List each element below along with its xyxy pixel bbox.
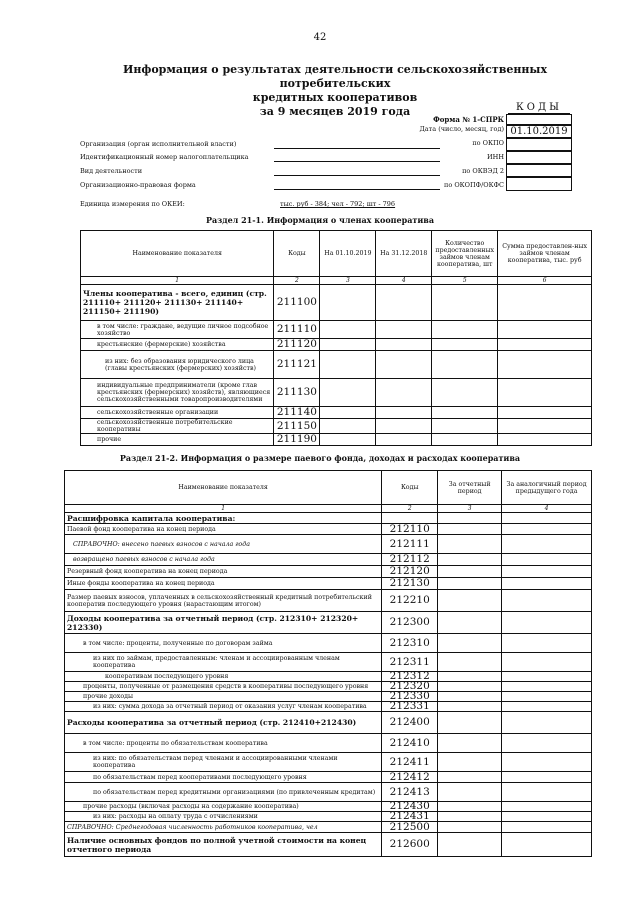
row-code: 211130 [274, 379, 320, 407]
row-code: 212330 [382, 692, 438, 702]
cell[interactable] [432, 379, 498, 407]
table-row [65, 702, 592, 712]
okpo-label: по ОКПО [472, 139, 504, 147]
cell[interactable] [502, 783, 592, 802]
cell[interactable] [438, 634, 502, 653]
row-code: 212410 [382, 734, 438, 753]
row-name: Расходы кооператива за отчетный период (стр. 212410+212430) [65, 712, 382, 734]
cell[interactable] [502, 702, 592, 712]
table-row [81, 407, 592, 419]
cell[interactable] [502, 833, 592, 857]
row-name: по обязательствам перед кооперативами последующего уровня [65, 772, 382, 783]
cell[interactable] [498, 321, 592, 339]
cell[interactable] [438, 712, 502, 734]
table-row [65, 535, 592, 554]
row-name: Члены кооператива - всего, единиц (стр. 211110+ 211120+ 211130+ 211140+ 211150+ 211190) [81, 285, 274, 321]
row-name: Паевой фонд кооператива на конец периода [65, 524, 382, 535]
col-header-date2: На 31.12.2018 [376, 231, 432, 277]
organization-label: Организация (орган исполнительной власти) [80, 140, 237, 148]
table-row [65, 802, 592, 812]
cell[interactable] [502, 772, 592, 783]
cell[interactable] [376, 321, 432, 339]
row-name: крестьянские (фермерские) хозяйства [81, 339, 274, 351]
cell[interactable] [502, 812, 592, 822]
row-name: Наличие основных фондов по полной учетной стоимости на конец отчетного периода [65, 833, 382, 857]
row-name: индивидуальные предприниматели (кроме глав крестьянских (фермерских) хозяйств), являющиеся сельскохозяйственными товаропроизводителями [81, 379, 274, 407]
cell[interactable] [438, 772, 502, 783]
row-name: прочие [81, 434, 274, 446]
cell[interactable] [502, 734, 592, 753]
col-number: 2 [274, 277, 320, 285]
cell[interactable] [320, 321, 376, 339]
cell[interactable] [438, 702, 502, 712]
row-name: возвращено паевых взносов с начала года [65, 554, 382, 566]
table-row [81, 351, 592, 379]
report-title [120, 63, 550, 119]
cell[interactable] [376, 379, 432, 407]
okved-label: по ОКВЭД 2 [462, 167, 504, 175]
row-code: 212430 [382, 802, 438, 812]
row-code: 212413 [382, 783, 438, 802]
capital-table [64, 470, 592, 857]
table-row [65, 772, 592, 783]
cell[interactable] [320, 434, 376, 446]
table-row [65, 634, 592, 653]
cell[interactable] [438, 524, 502, 535]
cell[interactable] [438, 833, 502, 857]
section1-title: Раздел 21-1. Информация о членах кооператива [205, 215, 435, 225]
cell[interactable] [498, 351, 592, 379]
row-code: 212210 [382, 590, 438, 612]
members-table [80, 230, 592, 446]
page-number: 42 [313, 32, 327, 43]
col-header-code: Коды [274, 231, 320, 277]
cell[interactable] [502, 578, 592, 590]
cell[interactable] [502, 524, 592, 535]
cell[interactable] [498, 407, 592, 419]
row-code: 212412 [382, 772, 438, 783]
row-code: 212112 [382, 554, 438, 566]
cell[interactable] [320, 285, 376, 321]
row-name: Иные фонды кооператива на конец периода [65, 578, 382, 590]
cell[interactable] [502, 692, 592, 702]
row-name: СПРАВОЧНО: Среднегодовая численность работников кооператива, чел [65, 822, 382, 833]
cell[interactable] [438, 692, 502, 702]
row-name: из них по займам, предоставленным: членам и ассоциированным членам кооператива [65, 653, 382, 672]
col-number: 5 [432, 277, 498, 285]
col-number: 3 [438, 505, 502, 513]
title-line-1: Информация о результатах деятельности сельскохозяйственных потребительских [122, 63, 548, 90]
cell[interactable] [438, 783, 502, 802]
row-name: кооперативам последующего уровня [65, 672, 382, 682]
row-code: 211100 [274, 285, 320, 321]
row-name: Резервный фонд кооператива на конец периода [65, 566, 382, 578]
cell[interactable] [502, 590, 592, 612]
cell[interactable] [376, 419, 432, 434]
col-number: 1 [81, 277, 274, 285]
row-code: 212600 [382, 833, 438, 857]
cell[interactable] [438, 682, 502, 692]
cell[interactable] [320, 339, 376, 351]
col-header-loans-count: Количество предоставленных займов членам кооператива, шт [432, 231, 498, 277]
cell[interactable] [498, 285, 592, 321]
unit-value: тыс. руб - 384; чел - 792; шт - 796 [280, 200, 396, 208]
cell[interactable] [320, 351, 376, 379]
row-code: 211140 [274, 407, 320, 419]
table-row [65, 590, 592, 612]
table-row [81, 434, 592, 446]
row-code [382, 513, 438, 524]
row-name: в том числе: проценты, полученные по договорам займа [65, 634, 382, 653]
table-row [65, 672, 592, 682]
cell[interactable] [502, 612, 592, 634]
col-number: 2 [382, 505, 438, 513]
row-code: 212310 [382, 634, 438, 653]
col-header-loans-sum: Сумма предоставлен-ных займов членам кооператива, тыс. руб [498, 231, 592, 277]
cell[interactable] [438, 578, 502, 590]
row-name: из них: по обязательствам перед членами и ассоциированными членами кооператива [65, 753, 382, 772]
row-name: из них: без образования юридического лица (главы крестьянских (фермерских) хозяйств) [81, 351, 274, 379]
cell[interactable] [438, 554, 502, 566]
row-code: 212500 [382, 822, 438, 833]
cell[interactable] [432, 419, 498, 434]
table-row [81, 339, 592, 351]
unit-label: Единица измерения по ОКЕИ: [80, 200, 185, 208]
table-row [65, 753, 592, 772]
title-line-3: за 9 месяцев 2019 года [259, 105, 411, 118]
cell[interactable] [438, 672, 502, 682]
cell[interactable] [438, 612, 502, 634]
legal-form-line [274, 189, 440, 190]
tax-id-label: Идентификационный номер налогоплательщика [80, 153, 249, 161]
row-code: 212110 [382, 524, 438, 535]
organization-line [274, 148, 440, 149]
cell[interactable] [438, 590, 502, 612]
table-row [65, 822, 592, 833]
row-code: 211150 [274, 419, 320, 434]
row-name: проценты, полученные от размещения средств в кооперативы последующего уровня [65, 682, 382, 692]
col-header-name: Наименование показателя [65, 471, 382, 505]
okopf-label: по ОКОПФ/ОКФС [444, 181, 504, 189]
okopf-box [506, 176, 572, 191]
cell[interactable] [432, 434, 498, 446]
col-header-code: Коды [382, 471, 438, 505]
cell[interactable] [502, 682, 592, 692]
activity-line [274, 175, 440, 176]
col-number: 4 [376, 277, 432, 285]
row-name: прочие доходы [65, 692, 382, 702]
cell[interactable] [502, 566, 592, 578]
row-name: в том числе: граждане, ведущие личное подсобное хозяйство [81, 321, 274, 339]
cell[interactable] [438, 734, 502, 753]
cell[interactable] [498, 379, 592, 407]
col-header-date1: На 01.10.2019 [320, 231, 376, 277]
row-code: 212120 [382, 566, 438, 578]
table-row [65, 833, 592, 857]
cell[interactable] [502, 513, 592, 524]
row-code: 212111 [382, 535, 438, 554]
row-name: СПРАВОЧНО: внесено паевых взносов с начала года [65, 535, 382, 554]
row-code: 212130 [382, 578, 438, 590]
col-number: 6 [498, 277, 592, 285]
col-header-current: За отчетный период [438, 471, 502, 505]
cell[interactable] [432, 285, 498, 321]
row-code: 212311 [382, 653, 438, 672]
col-number: 4 [502, 505, 592, 513]
table-row [65, 578, 592, 590]
cell[interactable] [438, 753, 502, 772]
table-row [65, 566, 592, 578]
date-value-box: 01.10.2019 [506, 124, 572, 139]
row-code: 212411 [382, 753, 438, 772]
table-row [65, 513, 592, 524]
inn-label: ИНН [486, 153, 504, 161]
cell[interactable] [432, 339, 498, 351]
row-name: Доходы кооператива за отчетный период (стр. 212310+ 212320+ 212330) [65, 612, 382, 634]
table-row [65, 712, 592, 734]
cell[interactable] [320, 379, 376, 407]
cell[interactable] [438, 653, 502, 672]
row-code: 212320 [382, 682, 438, 692]
col-header-previous: За аналогичный период предыдущего года [502, 471, 592, 505]
cell[interactable] [438, 513, 502, 524]
cell[interactable] [432, 407, 498, 419]
row-code: 211121 [274, 351, 320, 379]
table-row [81, 379, 592, 407]
row-code: 211190 [274, 434, 320, 446]
cell[interactable] [502, 653, 592, 672]
cell[interactable] [438, 566, 502, 578]
col-number: 1 [65, 505, 382, 513]
cell[interactable] [502, 753, 592, 772]
row-name: из них: расходы на оплату труда с отчислениями [65, 812, 382, 822]
table-row [81, 321, 592, 339]
table-row [65, 524, 592, 535]
row-code: 211110 [274, 321, 320, 339]
row-name: по обязательствам перед кредитными организациями (по привлеченным кредитам) [65, 783, 382, 802]
codes-header: КОДЫ [508, 102, 570, 114]
row-name: Размер паевых взносов, уплаченных в сельскохозяйственный кредитный потребительский кооператив последующего уровня (нарастающим итогом) [65, 590, 382, 612]
section2-title: Раздел 21-2. Информация о размере паевого фонда, доходах и расходах кооператива [119, 453, 521, 463]
table-row [81, 285, 592, 321]
table-row [65, 783, 592, 802]
table-row [65, 554, 592, 566]
cell[interactable] [320, 419, 376, 434]
cell[interactable] [376, 351, 432, 379]
cell[interactable] [498, 339, 592, 351]
date-label: Дата (число, месяц, год) [419, 125, 504, 133]
legal-form-label: Организационно-правовая форма [80, 181, 196, 189]
cell[interactable] [376, 434, 432, 446]
cell[interactable] [432, 321, 498, 339]
table-row [65, 612, 592, 634]
row-code: 212300 [382, 612, 438, 634]
cell[interactable] [432, 351, 498, 379]
table-row [65, 682, 592, 692]
col-number: 3 [320, 277, 376, 285]
cell[interactable] [502, 802, 592, 812]
form-number-label: Форма № 1-СПРК [433, 115, 504, 124]
cell[interactable] [502, 634, 592, 653]
row-code: 212400 [382, 712, 438, 734]
cell[interactable] [498, 434, 592, 446]
cell[interactable] [438, 812, 502, 822]
cell[interactable] [320, 407, 376, 419]
table-row [65, 653, 592, 672]
row-name: сельскохозяйственные потребительские кооперативы [81, 419, 274, 434]
cell[interactable] [498, 419, 592, 434]
table-row [65, 734, 592, 753]
table-row [65, 812, 592, 822]
cell[interactable] [502, 554, 592, 566]
cell[interactable] [376, 285, 432, 321]
table-row [65, 692, 592, 702]
tax-id-line [274, 161, 440, 162]
row-name: Расшифровка капитала кооператива: [65, 513, 382, 524]
activity-label: Вид деятельности [80, 167, 143, 175]
cell[interactable] [376, 407, 432, 419]
row-code: 212331 [382, 702, 438, 712]
cell[interactable] [438, 802, 502, 812]
col-header-name: Наименование показателя [81, 231, 274, 277]
cell[interactable] [502, 822, 592, 833]
row-code: 212312 [382, 672, 438, 682]
cell[interactable] [376, 339, 432, 351]
row-name: в том числе: проценты по обязательствам кооператива [65, 734, 382, 753]
row-name: из них: сумма дохода за отчетный период от оказания услуг членам кооператива [65, 702, 382, 712]
cell[interactable] [438, 535, 502, 554]
row-code: 212431 [382, 812, 438, 822]
cell[interactable] [502, 535, 592, 554]
row-code: 211120 [274, 339, 320, 351]
title-line-2: кредитных кооперативов [252, 91, 418, 104]
row-name: прочие расходы (включая расходы на содержание кооператива) [65, 802, 382, 812]
cell[interactable] [502, 672, 592, 682]
table-row [81, 419, 592, 434]
row-name: сельскохозяйственные организации [81, 407, 274, 419]
cell[interactable] [502, 712, 592, 734]
cell[interactable] [438, 822, 502, 833]
